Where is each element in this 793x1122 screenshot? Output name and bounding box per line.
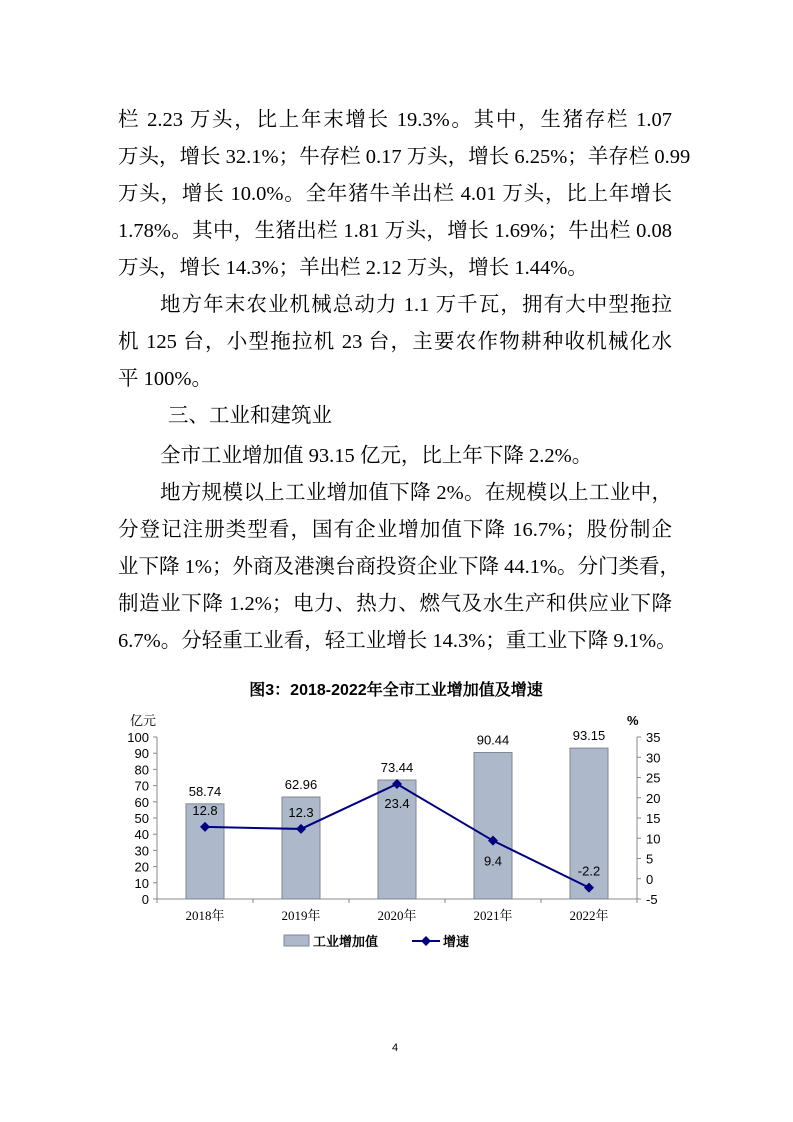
left-axis-label: 亿元 <box>130 713 157 728</box>
right-tick-label: 5 <box>646 851 654 867</box>
right-tick-label: 10 <box>646 831 661 847</box>
left-tick-label: 10 <box>134 875 149 891</box>
legend-line-marker <box>421 936 431 946</box>
body-line: 分登记注册类型看，国有企业增加值下降 16.7%；股份制企 <box>118 519 672 541</box>
left-tick-label: 60 <box>134 794 149 810</box>
body-line: 地方规模以上工业增加值下降 2%。在规模以上工业中， <box>160 482 672 504</box>
bar-value-label: 58.74 <box>188 783 222 799</box>
legend-bar-swatch <box>284 935 309 946</box>
chart-title: 图3：2018-2022年全市工业增加值及增速 <box>249 682 543 699</box>
body-line: 地方年末农业机械总动力 1.1 万千瓦，拥有大中型拖拉 <box>160 294 672 316</box>
bar-value-label: 73.44 <box>380 760 414 776</box>
body-line: 平 100%。 <box>118 368 212 390</box>
left-tick-label: 40 <box>134 827 149 843</box>
left-tick-label: 0 <box>141 892 149 907</box>
growth-value-label: 23.4 <box>384 795 410 811</box>
body-line: 制造业下降 1.2%；电力、热力、燃气及水生产和供应业下降 <box>118 593 672 615</box>
growth-value-label: 12.8 <box>192 802 218 818</box>
right-axis-label: % <box>627 713 639 728</box>
left-tick-label: 100 <box>127 730 149 745</box>
growth-value-label: -2.2 <box>577 863 601 879</box>
right-tick-label: 35 <box>646 730 661 745</box>
bar-value-label: 62.96 <box>284 777 318 793</box>
bar-value-label: 93.15 <box>572 728 606 744</box>
left-tick-label: 50 <box>134 811 149 826</box>
body-line: 机 125 台，小型拖拉机 23 台，主要农作物耕种收机械化水 <box>118 331 672 353</box>
body-line: 全市工业增加值 93.15 亿元，比上年下降 2.2%。 <box>160 445 593 467</box>
right-tick-label: 20 <box>646 790 661 806</box>
bar <box>186 804 224 899</box>
left-tick-label: 80 <box>134 762 149 778</box>
body-line: 业下降 1%；外商及港澳台商投资企业下降 44.1%。分门类看， <box>118 556 681 578</box>
left-tick-label: 30 <box>134 843 149 859</box>
x-tick-label: 2019年 <box>281 908 321 923</box>
section-heading: 三、工业和建筑业 <box>168 405 332 427</box>
industry-chart <box>0 670 793 970</box>
x-tick-label: 2022年 <box>569 908 609 923</box>
body-line: 1.78%。其中，生猪出栏 1.81 万头，增长 1.69%；牛出栏 0.08 <box>118 220 672 242</box>
bar <box>474 752 512 899</box>
right-tick-label: 15 <box>646 811 661 826</box>
growth-value-label: 12.3 <box>288 804 314 820</box>
right-tick-label: 0 <box>646 871 654 887</box>
body-line: 万头，增长 14.3%；羊出栏 2.12 万头，增长 1.44%。 <box>118 257 588 279</box>
right-tick-label: 30 <box>646 750 661 766</box>
body-line: 6.7%。分轻重工业看，轻工业增长 14.3%；重工业下降 9.1%。 <box>118 630 677 652</box>
left-tick-label: 20 <box>134 859 149 875</box>
body-line: 万头，增长 10.0%。全年猪牛羊出栏 4.01 万头，比上年增长 <box>118 183 672 205</box>
right-tick-label: 25 <box>646 770 661 786</box>
left-tick-label: 70 <box>134 778 149 794</box>
bar-value-label: 90.44 <box>476 732 510 748</box>
growth-value-label: 9.4 <box>483 853 503 869</box>
right-tick-label: -5 <box>646 892 658 907</box>
legend-bar-label: 工业增加值 <box>313 934 379 949</box>
x-tick-label: 2021年 <box>473 908 513 923</box>
x-tick-label: 2018年 <box>185 908 225 923</box>
x-tick-label: 2020年 <box>377 908 417 923</box>
body-line: 栏 2.23 万头，比上年末增长 19.3%。其中，生猪存栏 1.07 <box>118 109 672 131</box>
legend-line-label: 增速 <box>443 934 470 949</box>
page-number: 4 <box>392 1042 399 1054</box>
body-line: 万头，增长 32.1%；牛存栏 0.17 万头，增长 6.25%；羊存栏 0.99 <box>118 146 691 168</box>
left-tick-label: 90 <box>134 746 149 762</box>
